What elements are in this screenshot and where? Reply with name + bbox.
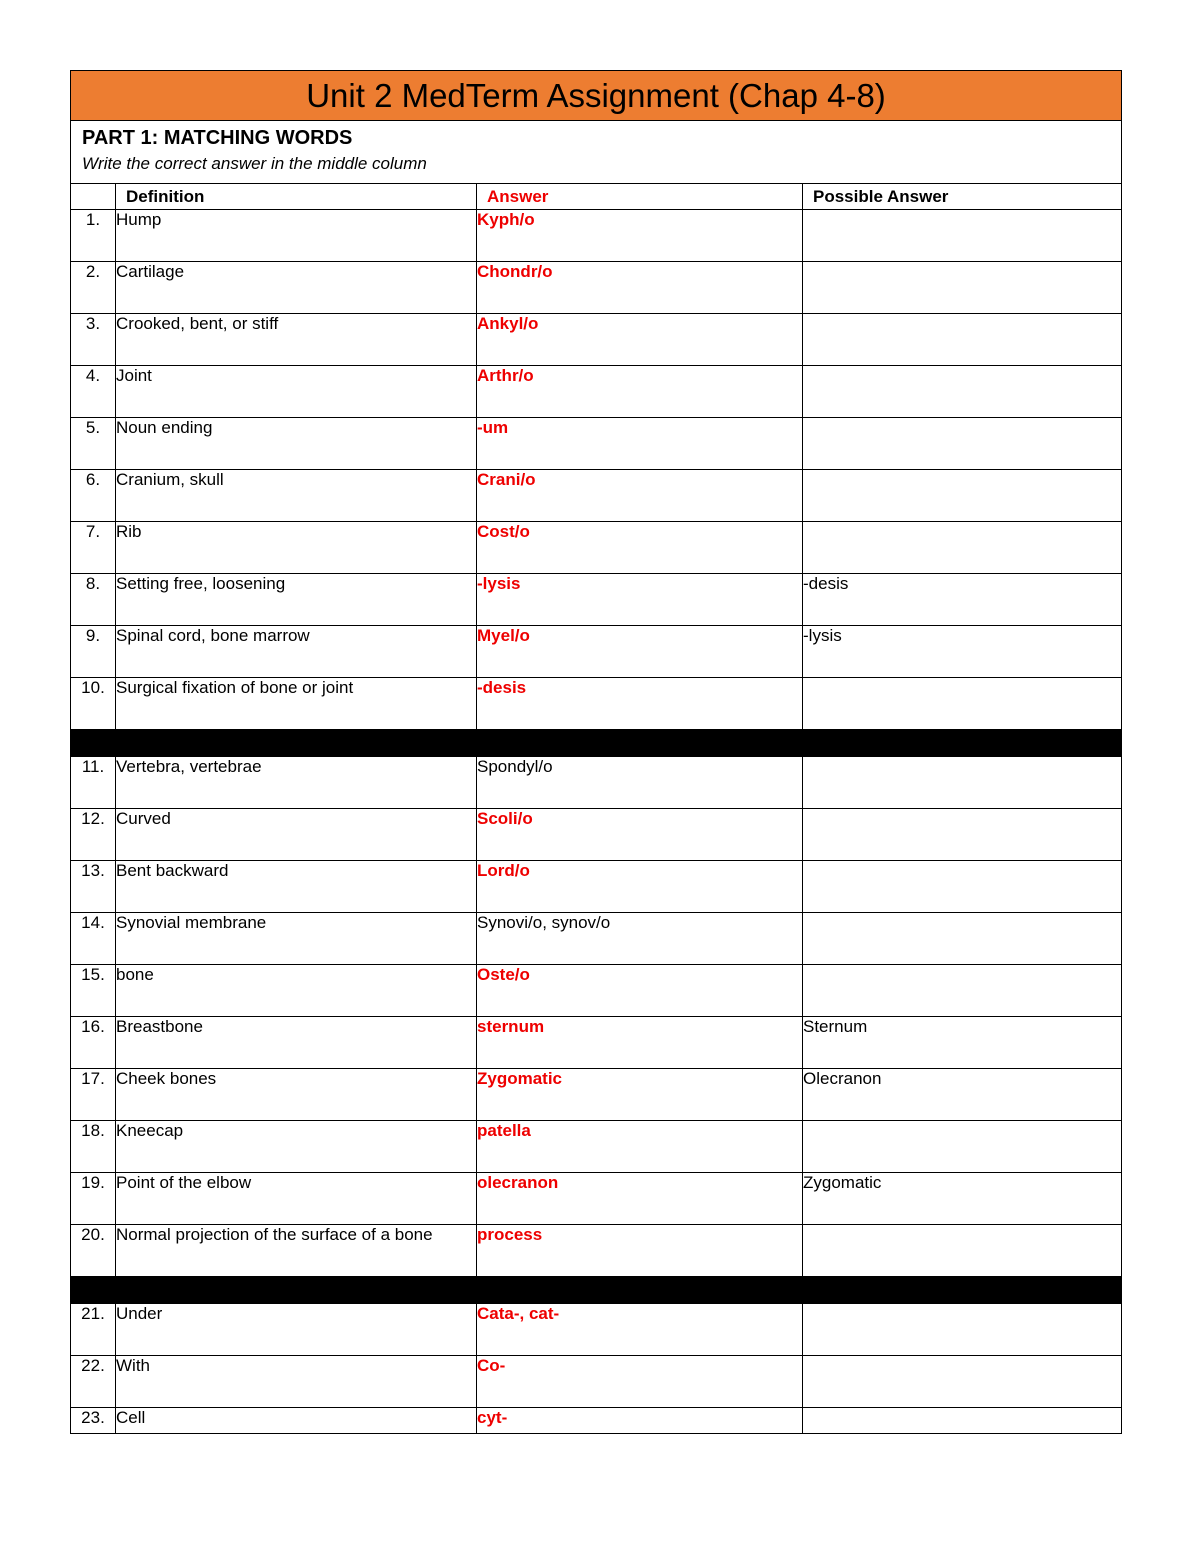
definition-cell: Cranium, skull [116,470,477,522]
column-header-row [71,184,1122,210]
possible-answer-cell [803,366,1122,418]
row-number: 9. [71,626,116,678]
table-row [71,522,1122,574]
answer-cell[interactable]: sternum [477,1017,803,1069]
table-row [71,262,1122,314]
divider-cell [116,730,477,757]
definition-cell: Cheek bones [116,1069,477,1121]
answer-cell[interactable]: cyt- [477,1408,803,1434]
table-row [71,913,1122,965]
definition-cell: With [116,1356,477,1408]
header-number [71,184,116,210]
answer-cell[interactable]: Spondyl/o [477,757,803,809]
definition-cell: Surgical fixation of bone or joint [116,678,477,730]
answer-cell[interactable]: Scoli/o [477,809,803,861]
possible-answer-cell [803,913,1122,965]
row-number: 3. [71,314,116,366]
answer-cell[interactable]: Ankyl/o [477,314,803,366]
possible-answer-cell: Zygomatic [803,1173,1122,1225]
answer-cell[interactable]: Cost/o [477,522,803,574]
possible-answer-cell: Sternum [803,1017,1122,1069]
possible-answer-cell [803,314,1122,366]
section-divider [71,730,1122,757]
row-number: 1. [71,210,116,262]
row-number: 22. [71,1356,116,1408]
table-row [71,1017,1122,1069]
table-row [71,418,1122,470]
row-number: 12. [71,809,116,861]
row-number: 21. [71,1304,116,1356]
definition-cell: Joint [116,366,477,418]
row-number: 17. [71,1069,116,1121]
possible-answer-cell [803,757,1122,809]
answer-cell[interactable]: Chondr/o [477,262,803,314]
row-number: 5. [71,418,116,470]
part-header [71,121,1122,184]
divider-cell [71,730,116,757]
row-number: 10. [71,678,116,730]
answer-cell[interactable]: Crani/o [477,470,803,522]
answer-cell[interactable]: Lord/o [477,861,803,913]
possible-answer-cell [803,1225,1122,1277]
definition-cell: Setting free, loosening [116,574,477,626]
row-number: 19. [71,1173,116,1225]
divider-cell [116,1277,477,1304]
definition-cell: Point of the elbow [116,1173,477,1225]
answer-cell[interactable]: Cata-, cat- [477,1304,803,1356]
table-row [71,314,1122,366]
table-row [71,809,1122,861]
row-number: 11. [71,757,116,809]
part-instruction: Write the correct answer in the middle column [82,154,427,173]
definition-cell: Vertebra, vertebrae [116,757,477,809]
definition-cell: Spinal cord, bone marrow [116,626,477,678]
row-number: 8. [71,574,116,626]
row-number: 13. [71,861,116,913]
answer-cell[interactable]: -desis [477,678,803,730]
table-row [71,965,1122,1017]
answer-cell[interactable]: Synovi/o, synov/o [477,913,803,965]
definition-cell: Kneecap [116,1121,477,1173]
row-number: 4. [71,366,116,418]
table-row [71,1408,1122,1434]
definition-cell: Cell [116,1408,477,1434]
possible-answer-cell: -desis [803,574,1122,626]
divider-cell [71,1277,116,1304]
definition-cell: Synovial membrane [116,913,477,965]
definition-cell: Under [116,1304,477,1356]
page-title: Unit 2 MedTerm Assignment (Chap 4-8) [71,71,1122,121]
section-divider [71,1277,1122,1304]
definition-cell: Hump [116,210,477,262]
table-row [71,1121,1122,1173]
row-number: 16. [71,1017,116,1069]
header-possible-answer: Possible Answer [803,184,1122,210]
header-definition: Definition [116,184,477,210]
table-row [71,626,1122,678]
possible-answer-cell [803,1304,1122,1356]
table-row [71,1173,1122,1225]
answer-cell[interactable]: Co- [477,1356,803,1408]
table-row [71,210,1122,262]
definition-cell: Rib [116,522,477,574]
possible-answer-cell [803,809,1122,861]
possible-answer-cell [803,262,1122,314]
row-number: 23. [71,1408,116,1434]
answer-cell[interactable]: olecranon [477,1173,803,1225]
answer-cell[interactable]: -um [477,418,803,470]
possible-answer-cell [803,522,1122,574]
possible-answer-cell [803,1356,1122,1408]
row-number: 20. [71,1225,116,1277]
answer-cell[interactable]: Myel/o [477,626,803,678]
matching-table [70,70,1122,1434]
table-row [71,861,1122,913]
definition-cell: Normal projection of the surface of a bone [116,1225,477,1277]
table-row [71,1225,1122,1277]
answer-cell[interactable]: patella [477,1121,803,1173]
divider-cell [803,730,1122,757]
table-row [71,470,1122,522]
header-answer: Answer [477,184,803,210]
divider-cell [803,1277,1122,1304]
answer-cell[interactable]: Kyph/o [477,210,803,262]
possible-answer-cell: -lysis [803,626,1122,678]
definition-cell: Crooked, bent, or stiff [116,314,477,366]
table-row [71,1304,1122,1356]
row-number: 2. [71,262,116,314]
table-row [71,757,1122,809]
possible-answer-cell [803,965,1122,1017]
definition-cell: Bent backward [116,861,477,913]
part-heading: PART 1: MATCHING WORDS [82,127,353,149]
row-number: 15. [71,965,116,1017]
table-row [71,1069,1122,1121]
definition-cell: Breastbone [116,1017,477,1069]
answer-cell[interactable]: Arthr/o [477,366,803,418]
possible-answer-cell [803,1408,1122,1434]
row-number: 6. [71,470,116,522]
row-number: 14. [71,913,116,965]
possible-answer-cell [803,861,1122,913]
divider-cell [477,730,803,757]
possible-answer-cell [803,678,1122,730]
table-row [71,574,1122,626]
possible-answer-cell [803,418,1122,470]
row-number: 7. [71,522,116,574]
definition-cell: Curved [116,809,477,861]
definition-cell: Noun ending [116,418,477,470]
definition-cell: bone [116,965,477,1017]
divider-cell [477,1277,803,1304]
possible-answer-cell [803,1121,1122,1173]
answer-cell[interactable]: -lysis [477,574,803,626]
definition-cell: Cartilage [116,262,477,314]
possible-answer-cell [803,210,1122,262]
title-row [71,71,1122,121]
possible-answer-cell: Olecranon [803,1069,1122,1121]
answer-cell[interactable]: process [477,1225,803,1277]
answer-cell[interactable]: Oste/o [477,965,803,1017]
table-row [71,366,1122,418]
table-row [71,1356,1122,1408]
possible-answer-cell [803,470,1122,522]
row-number: 18. [71,1121,116,1173]
answer-cell[interactable]: Zygomatic [477,1069,803,1121]
table-row [71,678,1122,730]
part-row [71,121,1122,184]
